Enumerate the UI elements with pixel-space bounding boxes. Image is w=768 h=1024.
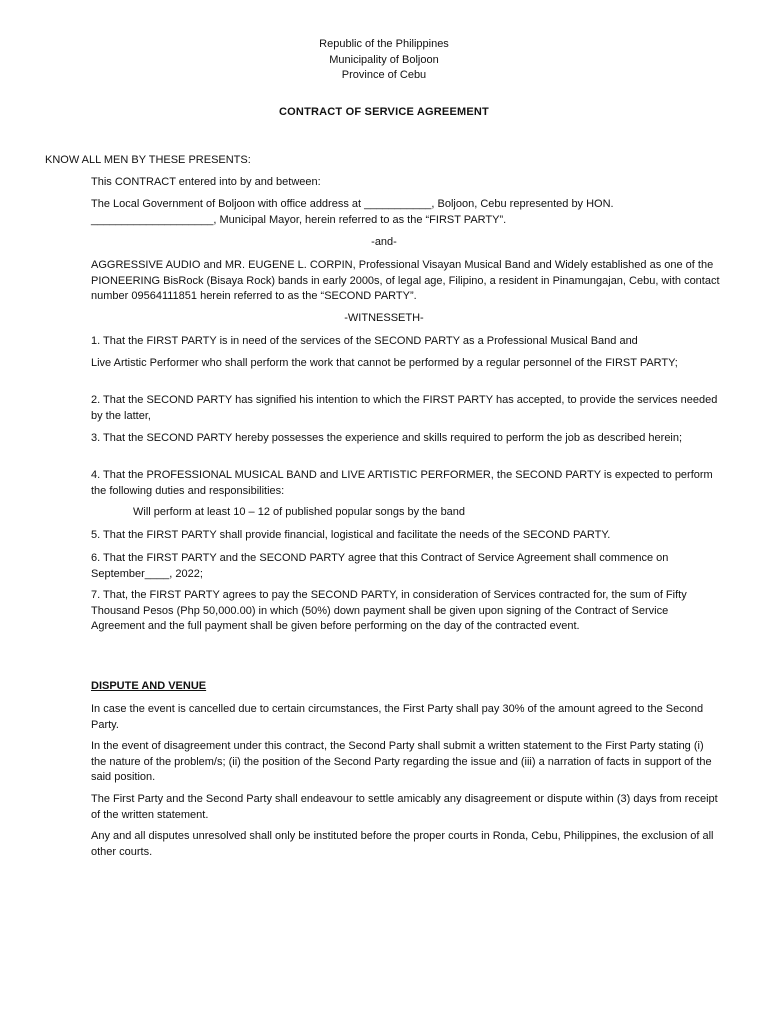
clause-6: 6. That the FIRST PARTY and the SECOND PARTY agree that this Contract of Service Agreement shall commence on September____, 2022; (91, 552, 669, 580)
first-party-paragraph: The Local Government of Boljoon with office address at ___________, Boljoon, Cebu represented by HON. ____________________, Municipal Mayor, herein referred to as the “FIRST PARTY”. (91, 198, 614, 226)
dispute-paragraph-3: The First Party and the Second Party shall endeavour to settle amicably any disagreement or dispute within (3) days from receipt of the written statement. (91, 793, 718, 821)
clause-1b: Live Artistic Performer who shall perform the work that cannot be performed by a regular personnel of the FIRST PARTY; (91, 357, 678, 369)
clause-5: 5. That the FIRST PARTY shall provide financial, logistical and facilitate the needs of the SECOND PARTY. (91, 529, 611, 541)
dispute-paragraph-1: In case the event is cancelled due to certain circumstances, the First Party shall pay 30% of the amount agreed to the Second Party. (91, 703, 704, 731)
document-title: CONTRACT OF SERVICE AGREEMENT (279, 106, 489, 118)
header-municipality: Municipality of Boljoon (329, 53, 439, 66)
bullet-text: Will perform at least 10 – 12 of published popular songs by the band (133, 506, 466, 518)
dispute-paragraph-4: Any and all disputes unresolved shall only be instituted before the proper courts in Ronda, Cebu, Philippines, the exclusion of all other courts. (91, 830, 714, 858)
witnesseth-heading: -WITNESSETH- (344, 312, 424, 324)
and-separator: -and- (371, 236, 397, 248)
clause-2: 2. That the SECOND PARTY has signified his intention to which the FIRST PARTY has accepted, to provide the services needed by the latter, (91, 394, 718, 422)
header-republic: Republic of the Philippines (319, 38, 449, 50)
clause-4: 4. That the PROFESSIONAL MUSICAL BAND and LIVE ARTISTIC PERFORMER, the SECOND PARTY is expected to perform the following duties and responsibilities: (91, 469, 713, 497)
know-all-men: KNOW ALL MEN BY THESE PRESENTS: (45, 154, 251, 166)
clause-1a: 1. That the FIRST PARTY is in need of the services of the SECOND PARTY as a Professional Musical Band and (91, 335, 638, 347)
second-party-paragraph: AGGRESSIVE AUDIO and MR. EUGENE L. CORPIN, Professional Visayan Musical Band and Widely established as one of the PIONEERING BisRock (Bisaya Rock) bands in early 2000s, of legal age, Filipino, a resident in Pinamungajan, Cebu, with contact number 09564111851 herein referred to as the “SECOND PARTY”. (91, 259, 720, 302)
dispute-paragraph-2: In the event of disagreement under this contract, the Second Party shall submit a written statement to the First Party stating (i) the nature of the problem/s; (ii) the position of the Second Party regarding the issue and (iii) a narration of facts in support of the said position. (91, 740, 712, 783)
bullet-item (105, 505, 705, 521)
letterhead (0, 37, 768, 84)
dispute-heading: DISPUTE AND VENUE (91, 680, 207, 692)
entered-into: This CONTRACT entered into by and between: (91, 176, 321, 188)
header-province: Province of Cebu (341, 69, 427, 81)
clause-3: 3. That the SECOND PARTY hereby possesses the experience and skills required to perform the job as described herein; (91, 432, 683, 444)
clause-7: 7. That, the FIRST PARTY agrees to pay the SECOND PARTY, in consideration of Services contracted for, the sum of Fifty Thousand Pesos (Php 50,000.00) in which (50%) down payment shall be given upon signing of the Contract of Service Agreement and the full payment shall be given before performing on the day of the contracted event. (91, 589, 687, 632)
